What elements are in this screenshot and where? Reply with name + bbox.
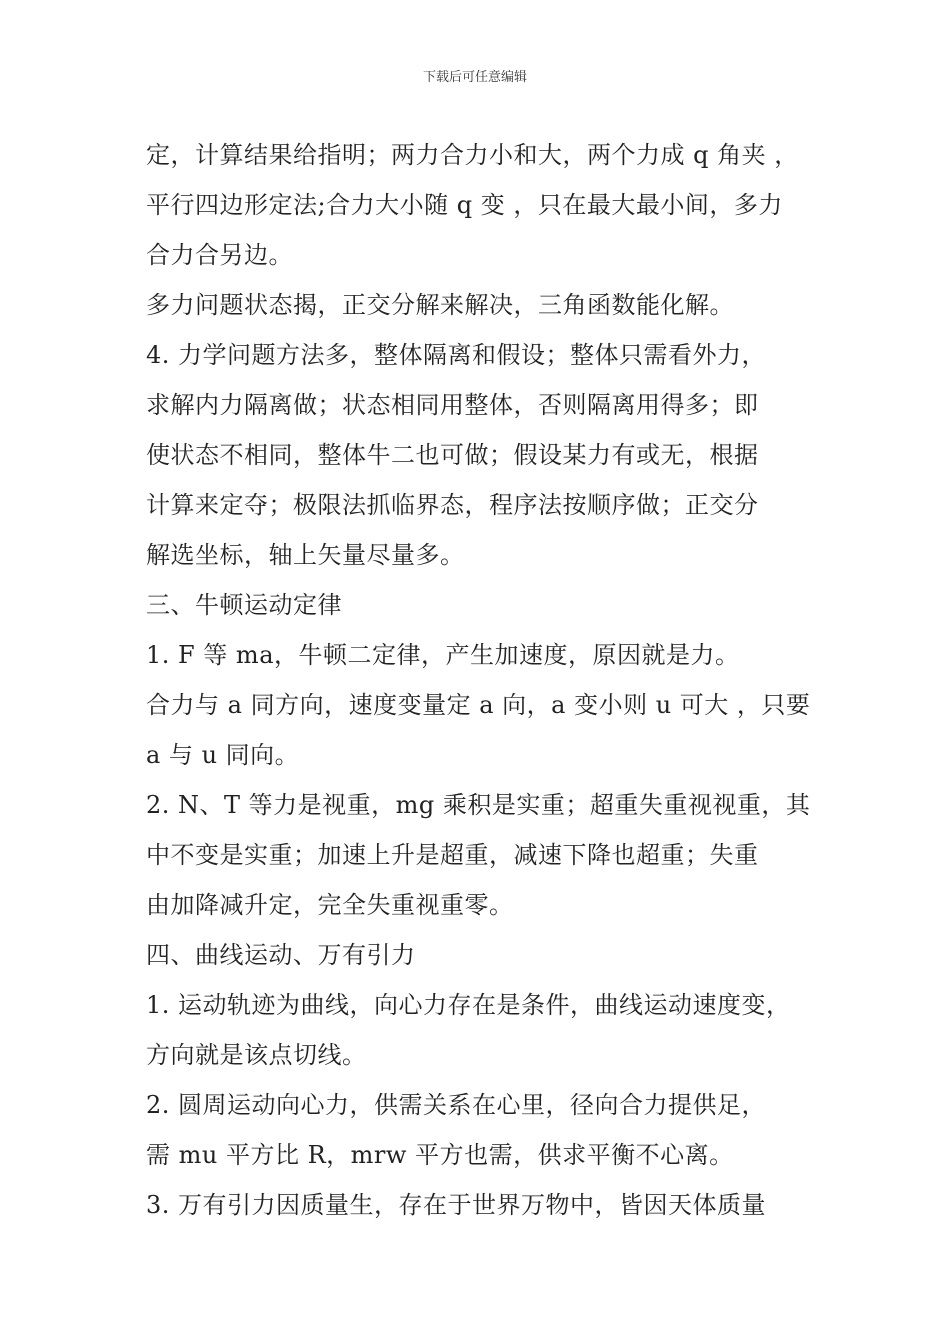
text-line: 2. 圆周运动向心力，供需关系在心里，径向合力提供足，: [146, 1091, 767, 1119]
text-line: 计算来定夺；极限法抓临界态，程序法按顺序做；正交分: [146, 491, 759, 519]
text-line: 1. 运动轨迹为曲线，向心力存在是条件，曲线运动速度变，: [146, 991, 791, 1019]
text-line: 3. 万有引力因质量生，存在于世界万物中，皆因天体质量: [146, 1191, 767, 1219]
text-line: 使状态不相同，整体牛二也可做；假设某力有或无，根据: [146, 441, 759, 469]
text-line: 1. F 等 ma，牛顿二定律，产生加速度，原因就是力。: [146, 641, 740, 669]
text-line: 2. N、T 等力是视重，mg 乘积是实重；超重失重视视重，其: [146, 791, 811, 819]
page-header: 下载后可任意编辑: [422, 70, 527, 85]
text-line: 定，计算结果给指明；两力合力小和大，两个力成 q 角夹 ，: [146, 141, 799, 169]
text-line: a 与 u 同向。: [146, 741, 300, 769]
section-heading: 四、曲线运动、万有引力: [146, 941, 416, 969]
document-body: [146, 130, 826, 1230]
text-line: 4. 力学问题方法多，整体隔离和假设；整体只需看外力，: [146, 341, 767, 369]
text-line: 求解内力隔离做；状态相同用整体，否则隔离用得多；即: [146, 391, 759, 419]
text-line: 解选坐标，轴上矢量尽量多。: [146, 541, 465, 569]
text-line: 合力合另边。: [146, 241, 293, 269]
text-line: 方向就是该点切线。: [146, 1041, 367, 1069]
text-line: 中不变是实重；加速上升是超重，减速下降也超重；失重: [146, 841, 759, 869]
text-line: 平行四边形定法;合力大小随 q 变 ，只在最大最小间，多力: [146, 191, 783, 219]
section-heading: 三、牛顿运动定律: [146, 591, 342, 619]
text-line: 需 mu 平方比 R，mrw 平方也需，供求平衡不心离。: [146, 1141, 734, 1169]
text-line: 多力问题状态揭，正交分解来解决，三角函数能化解。: [146, 291, 734, 319]
text-line: 由加降减升定，完全失重视重零。: [146, 891, 514, 919]
text-line: 合力与 a 同方向，速度变量定 a 向，a 变小则 u 可大 ，只要: [146, 691, 811, 719]
